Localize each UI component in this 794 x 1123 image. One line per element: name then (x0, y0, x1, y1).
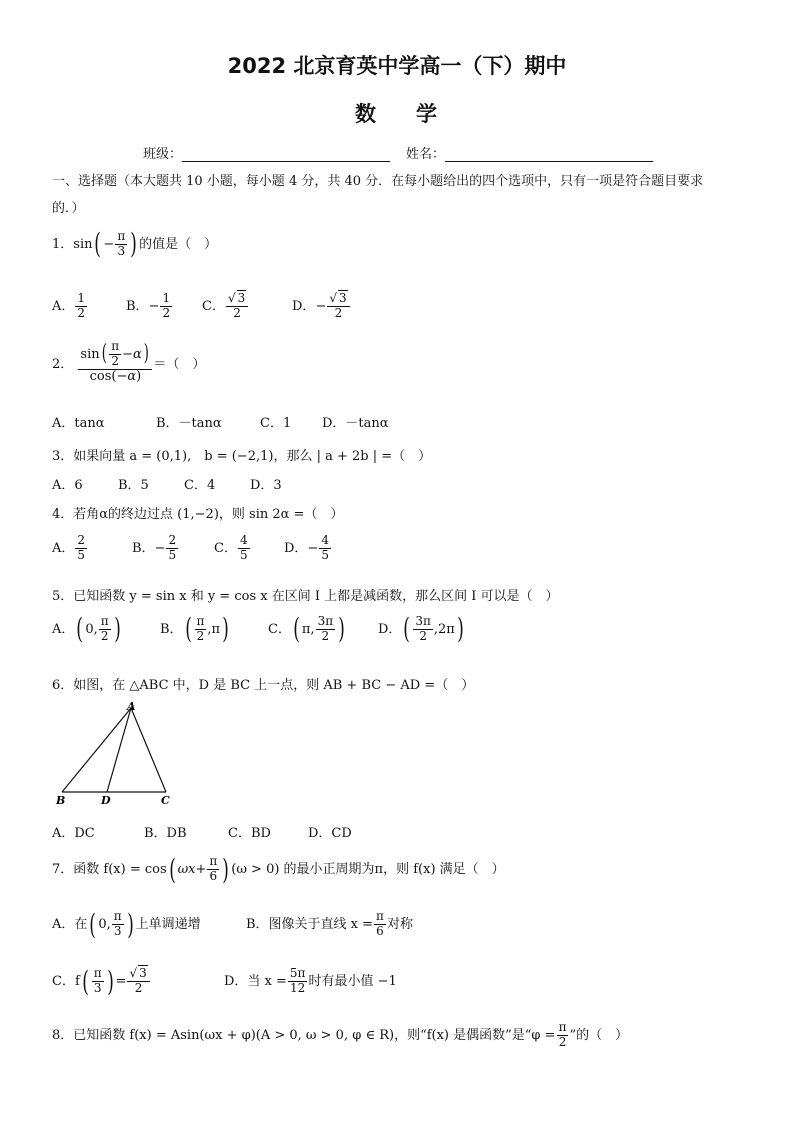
question-7: 7．函数 f(x) = cos( ωx+ $\frac{\pi}{6}$ ) (ω > 0) 的最小正周期为π，则 f(x) 满足（ ） (52, 852, 505, 886)
q2-option-b[interactable]: B．－tanα (156, 416, 222, 431)
segment-ad (107, 708, 131, 792)
q4-option-a[interactable]: A． $\frac{2}{5}$ (52, 533, 86, 562)
q4-option-b[interactable]: B．− $\frac{2}{5}$ (132, 533, 177, 562)
question-3: 3．如果向量 a = (0,1), b = (−2,1)，那么 | a + 2b | =（ ） (52, 449, 432, 464)
q4-option-c[interactable]: C． $\frac{4}{5}$ (214, 533, 248, 562)
q3-option-d[interactable]: D．3 (250, 478, 282, 493)
q3-option-a[interactable]: A．6 (52, 478, 83, 493)
q7-option-a[interactable]: A．在( 0, $\frac{\pi}{3}$ ) 上单调递增 (52, 907, 201, 941)
q6-options (52, 822, 382, 840)
q7-options-row1 (52, 905, 492, 945)
subject-title: 数学 (355, 102, 477, 126)
q6-option-a[interactable]: A．DC (52, 826, 95, 841)
q1-option-a[interactable]: A． $\frac{1}{2}$ (52, 291, 86, 320)
question-5: 5．已知函数 y = sin x 和 y = cos x 在区间 I 上都是减函数，那么区间 I 可以是（ ） (52, 589, 559, 604)
class-input-line[interactable] (182, 147, 390, 162)
q4-options (52, 532, 372, 572)
question-4: 4．若角α的终边过点 (1,−2)，则 sin 2α =（ ） (52, 507, 344, 522)
q4-option-d[interactable]: D．− $\frac{4}{5}$ (284, 533, 329, 562)
q2-options (52, 412, 452, 430)
q5-option-c[interactable]: C．( π, $\frac{3\pi}{2}$ ) (268, 612, 345, 646)
q3-option-b[interactable]: B．5 (118, 478, 149, 493)
q7-option-b[interactable]: B．图像关于直线 x = $\frac{\pi}{6}$ 对称 (246, 909, 413, 938)
q6-option-d[interactable]: D．CD (308, 826, 352, 841)
q3-option-c[interactable]: C．4 (184, 478, 216, 493)
vertex-label-d: D (101, 794, 111, 807)
q1-option-b[interactable]: B．− $\frac{1}{2}$ (126, 291, 171, 320)
q6-option-b[interactable]: B．DB (144, 826, 187, 841)
q3-options (52, 474, 352, 492)
vertex-label-c: C (161, 794, 170, 807)
class-field (143, 143, 390, 162)
q1-option-d[interactable]: D．− $\frac{√ 3}{2}$ (292, 292, 351, 321)
q5-option-b[interactable]: B．( $\frac{\pi}{2}$ ,π) (160, 612, 229, 646)
q1-options (52, 284, 392, 324)
vertex-label-a: A (127, 700, 136, 713)
q5-options (52, 612, 492, 655)
q5-option-d[interactable]: D．( $\frac{3\pi}{2}$ ,2π) (378, 612, 464, 646)
question-8: 8．已知函数 f(x) = Asin(ωx + φ)(A > 0, ω > 0, φ ∈ R)，则“f(x) 是偶函数”是“φ = $\frac{\pi}{2}$ ”的（ ） (52, 1020, 629, 1049)
page-title: 2022 北京育英中学高一（下）期中 (227, 54, 567, 78)
q2-option-c[interactable]: C．1 (260, 416, 292, 431)
side-ab (62, 708, 131, 792)
question-2: 2． sin( $\frac{\pi}{2}$ −α) cos(−α) ＝（ ） (52, 339, 206, 384)
name-field (406, 143, 653, 162)
question-6: 6．如图，在 △ABC 中，D 是 BC 上一点，则 AB + BC − AD =（ ） (52, 678, 475, 693)
q2-option-d[interactable]: D．－tanα (322, 416, 389, 431)
q5-option-a[interactable]: A．( 0, $\frac{\pi}{2}$ ) (52, 612, 121, 646)
q2-option-a[interactable]: A．tanα (52, 416, 105, 431)
q6-option-c[interactable]: C．BD (228, 826, 271, 841)
name-input-line[interactable] (445, 147, 653, 162)
q7-option-c[interactable]: C．f( $\frac{\pi}{3}$ ) = $\frac{√ 3}{2}$ (52, 962, 151, 1002)
vertex-label-b: B (56, 794, 66, 807)
question-1: 1．sin( − $\frac{\pi}{3}$ ) 的值是（ ） (52, 227, 218, 261)
q1-option-c[interactable]: C． $\frac{√ 3}{2}$ (202, 292, 249, 321)
section-heading-cont: 的．） (52, 201, 85, 216)
side-ac (131, 708, 166, 792)
class-label: 班级： (143, 147, 183, 162)
name-label: 姓名： (406, 147, 446, 162)
q7-option-d[interactable]: D．当 x = $\frac{5\pi}{12}$ 时有最小值 −1 (224, 966, 397, 995)
section-heading: 一、选择题（本大题共 10 小题，每小题 4 分，共 40 分．在每小题给出的四个选项中，只有一项是符合题目要求 (52, 174, 704, 189)
q7-options-row2 (52, 962, 492, 1002)
triangle-figure (52, 700, 187, 810)
